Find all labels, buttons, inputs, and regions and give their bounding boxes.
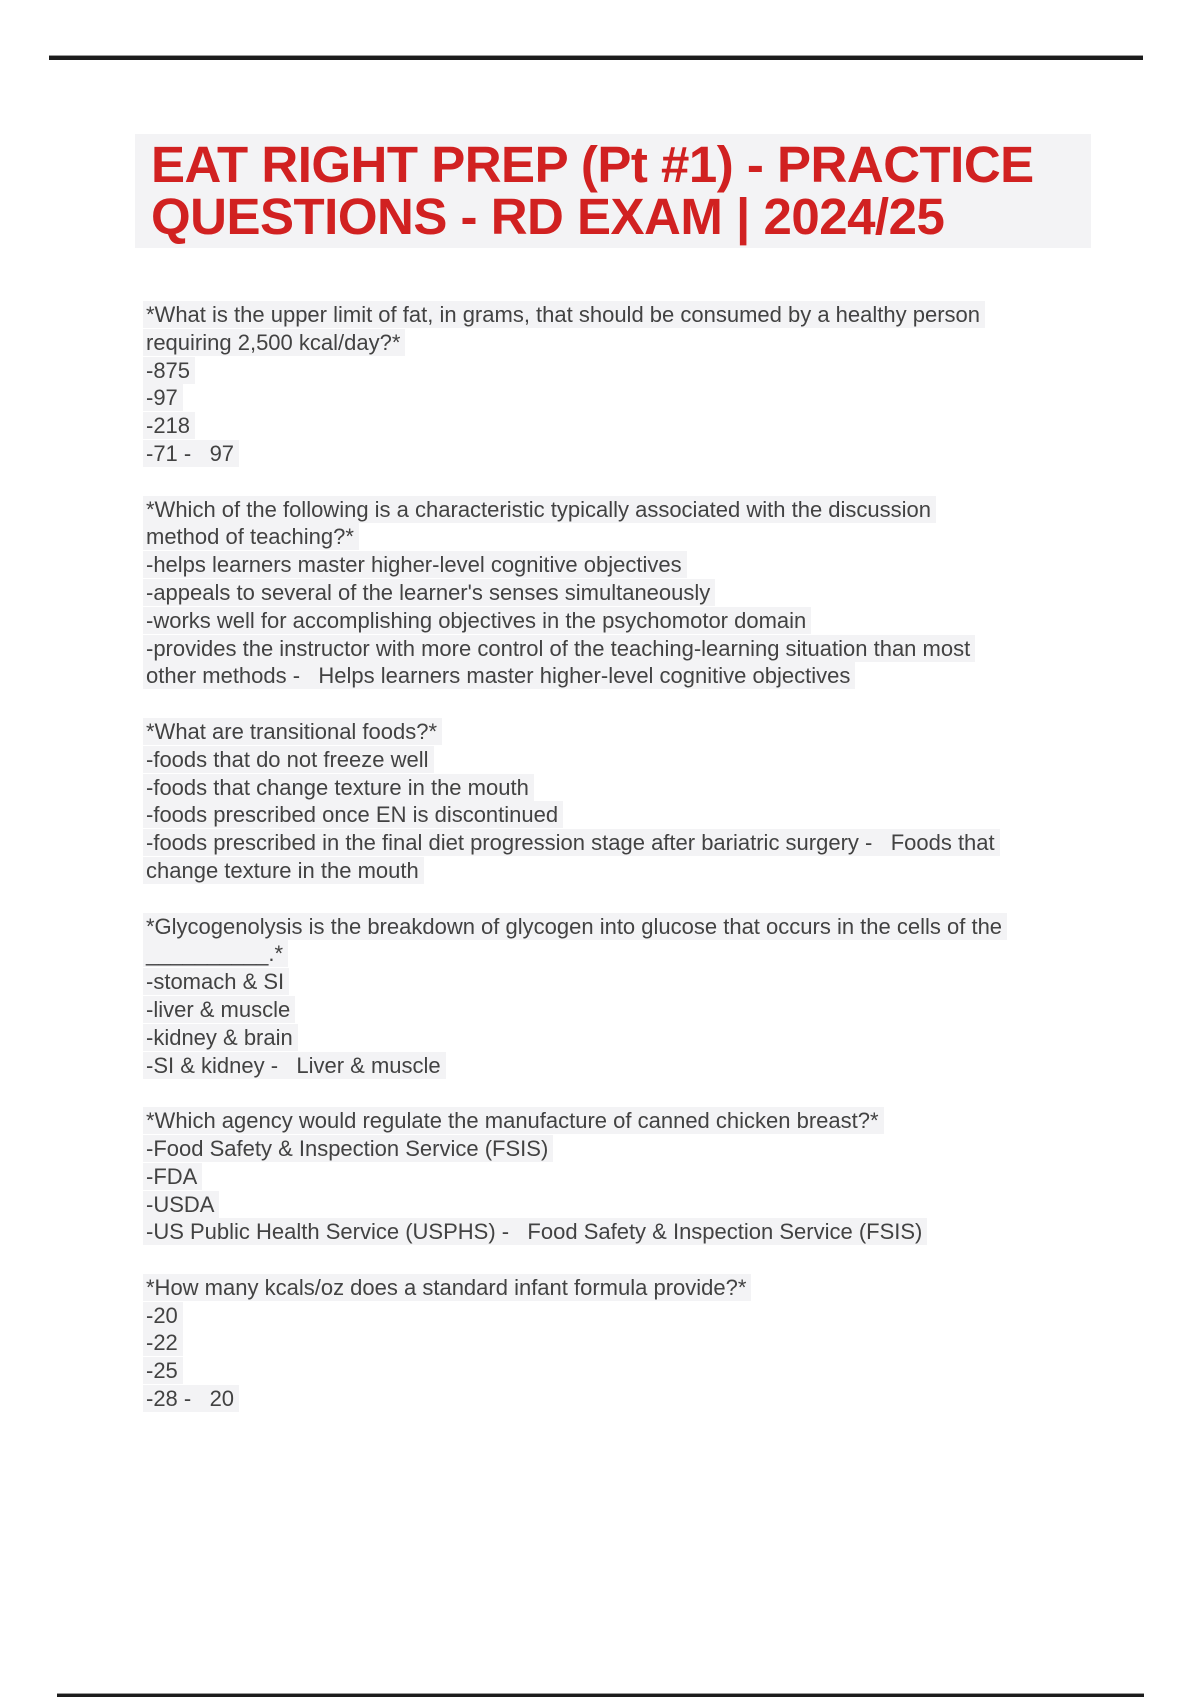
bottom-rule [57, 1694, 1144, 1697]
top-rule [49, 56, 1143, 60]
page-title-line-1: EAT RIGHT PREP (Pt #1) - PRACTICE [151, 136, 1034, 193]
question-block-3 [143, 718, 1133, 885]
question-text-line: *What is the upper limit of fat, in grams, that should be consumed by a healthy person [143, 301, 1133, 329]
answer-option-line: -USDA [143, 1191, 1133, 1219]
answer-option-line: -Food Safety & Inspection Service (FSIS) [143, 1135, 1133, 1163]
answer-option-line: change texture in the mouth [143, 857, 1133, 885]
question-text-line: *Which agency would regulate the manufacture of canned chicken breast?* [143, 1107, 1133, 1135]
answer-option-line: -218 [143, 412, 1133, 440]
answer-option-line: -works well for accomplishing objectives in the psychomotor domain [143, 607, 1133, 635]
answer-option-line: -97 [143, 384, 1133, 412]
question-block-5 [143, 1107, 1133, 1246]
answer-option-line: -liver & muscle [143, 996, 1133, 1024]
answer-option-line: -SI & kidney - Liver & muscle [143, 1052, 1133, 1080]
answer-option-line: -875 [143, 357, 1133, 385]
question-block-6 [143, 1274, 1133, 1413]
question-block-1 [143, 301, 1133, 468]
answer-option-line: -kidney & brain [143, 1024, 1133, 1052]
answer-option-line: -20 [143, 1302, 1133, 1330]
answer-option-line: -28 - 20 [143, 1385, 1133, 1413]
answer-option-line: -71 - 97 [143, 440, 1133, 468]
answer-option-line: -25 [143, 1357, 1133, 1385]
answer-option-line: -FDA [143, 1163, 1133, 1191]
question-text-line: *How many kcals/oz does a standard infant formula provide?* [143, 1274, 1133, 1302]
answer-option-line: -provides the instructor with more control of the teaching-learning situation than most [143, 635, 1133, 663]
answer-option-line: -foods prescribed in the final diet progression stage after bariatric surgery - Foods that [143, 829, 1133, 857]
questions-body [143, 301, 1133, 1441]
question-text-line: *What are transitional foods?* [143, 718, 1133, 746]
answer-option-line: -foods prescribed once EN is discontinued [143, 801, 1133, 829]
answer-option-line: -22 [143, 1329, 1133, 1357]
question-block-2 [143, 496, 1133, 691]
question-block-4 [143, 913, 1133, 1080]
question-text-line: *Which of the following is a characteristic typically associated with the discussion [143, 496, 1133, 524]
question-text-line: __________.* [143, 940, 1133, 968]
answer-option-line: -helps learners master higher-level cognitive objectives [143, 551, 1133, 579]
answer-option-line: -stomach & SI [143, 968, 1133, 996]
answer-option-line: -foods that do not freeze well [143, 746, 1133, 774]
answer-option-line: -appeals to several of the learner's senses simultaneously [143, 579, 1133, 607]
question-text-line: method of teaching?* [143, 523, 1133, 551]
question-text-line: *Glycogenolysis is the breakdown of glycogen into glucose that occurs in the cells of the [143, 913, 1133, 941]
page-title [135, 134, 1091, 248]
answer-option-line: -foods that change texture in the mouth [143, 774, 1133, 802]
answer-option-line: other methods - Helps learners master higher-level cognitive objectives [143, 662, 1133, 690]
question-text-line: requiring 2,500 kcal/day?* [143, 329, 1133, 357]
page-title-line-2: QUESTIONS - RD EXAM | 2024/25 [151, 188, 945, 245]
answer-option-line: -US Public Health Service (USPHS) - Food Safety & Inspection Service (FSIS) [143, 1218, 1133, 1246]
